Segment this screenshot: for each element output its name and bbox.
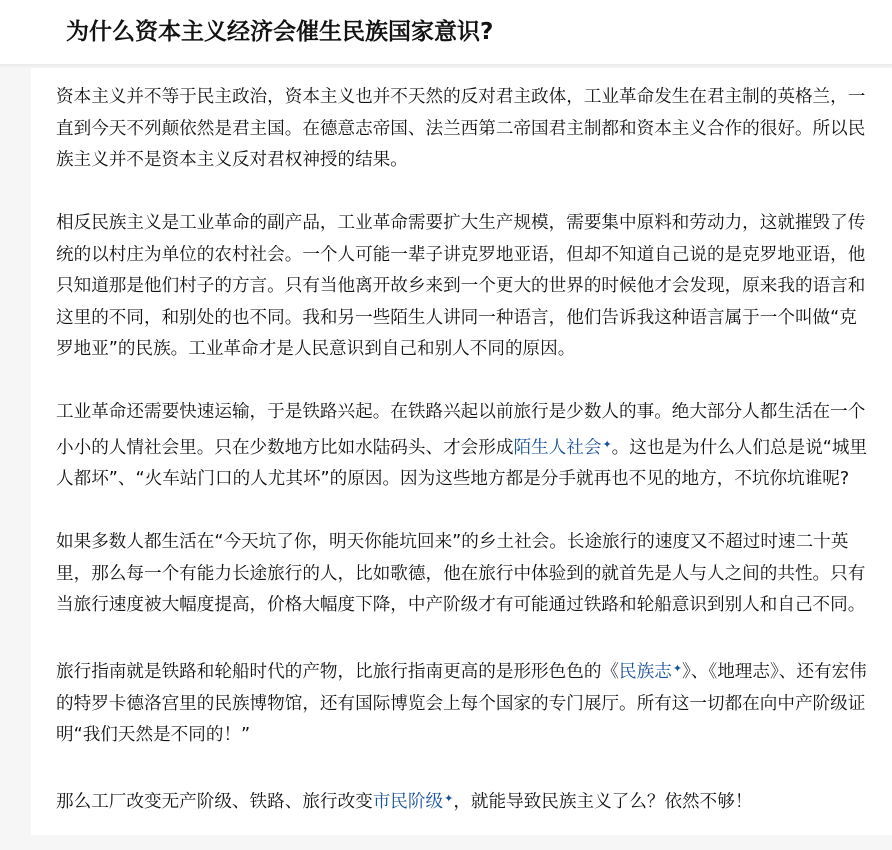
answer-card	[31, 68, 892, 835]
answer-paragraph-2: 相反民族主义是工业革命的副产品，工业革命需要扩大生产规模，需要集中原料和劳动力，这就摧毁了传统的以村庄为单位的农村社会。一个人可能一辈子讲克罗地亚语，但却不知道自己说的是克罗地亚语，他只知道那是他们村子的方言。只有当他离开故乡来到一个更大的世界的时候他才会发现，原来我的语言和这里的不同，和别处的也不同。我和另一些陌生人讲同一种语言，他们告诉我这种语言属于一个叫做“克罗地亚”的民族。工业革命才是人民意识到自己和别人不同的原因。	[56, 213, 866, 359]
paragraph-text: 。这也是为什么人们总是说“城里人都坏”、“火车站门口的人尤其坏”的原因。因为这些地方都是分手就再也不见的地方，不坑你坑谁呢?	[56, 437, 868, 489]
keyword-link-label[interactable]: 市民阶级	[372, 792, 444, 812]
answer-paragraph-5	[56, 653, 868, 752]
keyword-link-label[interactable]: 陌生人社会	[513, 437, 602, 458]
paragraph-text: 》、《地理志》、还有宏伟的特罗卡德洛宫里的民族博物馆，还有国际博览会上每个国家的专门展厅。所有这一切都在向中产阶级证明“我们天然是不同的！”	[56, 662, 867, 745]
answer-paragraph-3	[56, 397, 868, 496]
keyword-link-bourgeoisie[interactable]	[373, 792, 454, 812]
sparkle-icon: ✦	[602, 437, 612, 451]
sparkle-icon: ✦	[444, 792, 454, 805]
answer-paragraph-1: 资本主义并不等于民主政治，资本主义也并不天然的反对君主政体，工业革命发生在君主制的英格兰，一直到今天不列颠依然是君主国。在德意志帝国、法兰西第二帝国君主制都和资本主义合作的很好。所以民族主义并不是资本主义反对君权神授的结果。	[56, 87, 866, 170]
sparkle-icon: ✦	[672, 662, 683, 675]
keyword-link-label[interactable]: 民族志	[619, 662, 672, 682]
paragraph-text: 那么工厂改变无产阶级、铁路、旅行改变	[56, 792, 373, 812]
question-header	[0, 0, 892, 65]
paragraph-text: 工业革命还需要快速运输，于是铁路兴起。在铁路兴起以前旅行是少数人的事。绝大部分人都生活在一个小小的人情社会里。只在少数地方比如水陆码头、才会形成	[56, 402, 866, 458]
answer-paragraph-4: 如果多数人都生活在“今天坑了你，明天你能坑回来”的乡土社会。长途旅行的速度又不超过时速二十英里，那么每一个有能力长途旅行的人，比如歌德，他在旅行中体验到的就首先是人与人之间的共性。只有当旅行速度被大幅度提高，价格大幅度下降，中产阶级才有可能通过铁路和轮船意识到别人和自己不同。	[56, 532, 866, 615]
keyword-link-ethnography[interactable]	[619, 662, 682, 682]
paragraph-text: ，就能导致民族主义了么？依然不够！	[453, 792, 753, 812]
answer-content	[56, 82, 868, 850]
paragraph-text: 旅行指南就是铁路和轮船时代的产物，比旅行指南更高的是形形色色的《	[56, 662, 620, 682]
question-title: 为什么资本主义经济会催生民族国家意识?	[66, 19, 494, 45]
answer-paragraph-6	[56, 783, 868, 819]
keyword-link-stranger-society[interactable]	[513, 438, 611, 458]
